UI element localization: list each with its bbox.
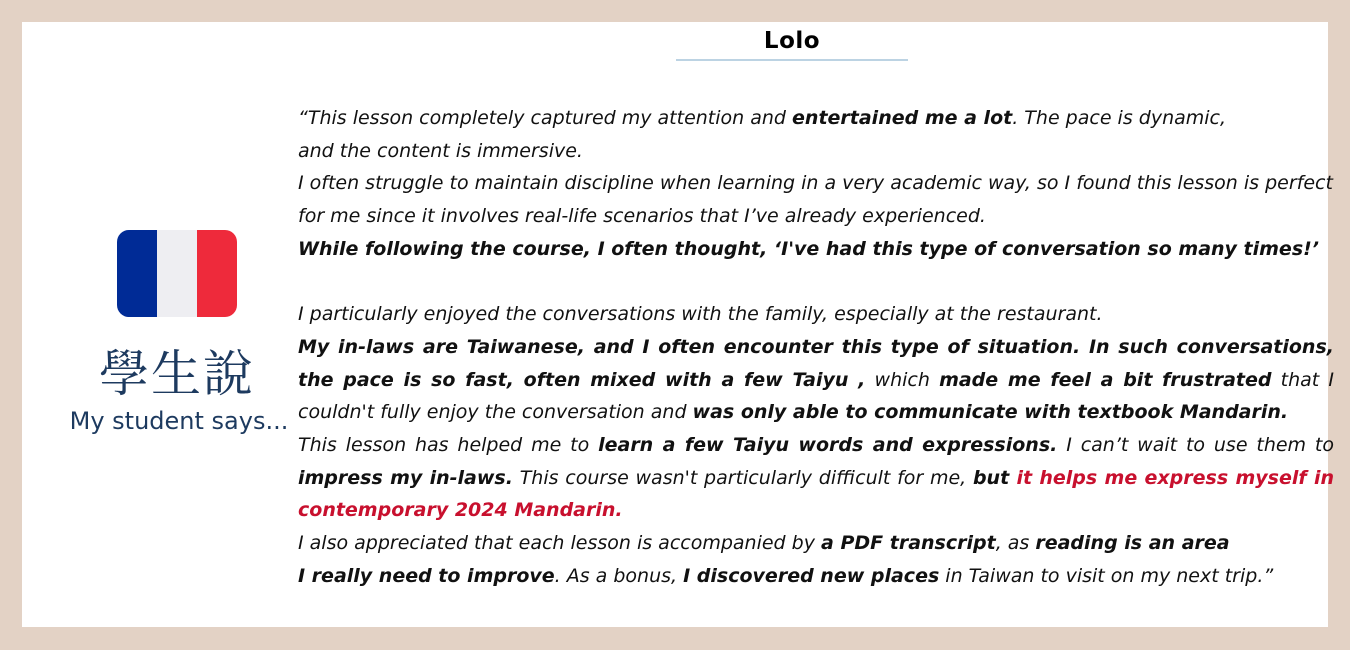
paragraph-3 <box>298 233 1334 266</box>
text-segment: in Taiwan to visit on my next trip.” <box>939 564 1274 587</box>
text-bold: was only able to communicate with textbook Mandarin. <box>692 401 1289 424</box>
flag-blue-band <box>117 230 157 317</box>
text-bold: My in-laws are Taiwanese, and I often encounter this type of situation. In such conversations, the pace is so fast, often mixed with a few Taiyu , <box>298 335 1334 391</box>
text-bold: I really need to improve <box>298 564 555 587</box>
english-label: My student says... <box>69 407 289 435</box>
text-segment: which <box>865 368 940 391</box>
text-segment: I can’t wait to use them to <box>1057 434 1334 457</box>
text-segment: and the content is immersive. <box>298 139 583 162</box>
text-segment: This course wasn't particularly difficult for me, <box>512 466 973 489</box>
text-bold: While following the course, I often thought, ‘I've had this type of conversation so many times!’ <box>298 237 1320 260</box>
text-bold: learn a few Taiyu words and expressions. <box>598 434 1058 457</box>
paragraph-5 <box>298 331 1334 429</box>
text-bold: impress my in-laws. <box>298 466 513 489</box>
paragraph-7 <box>298 527 1334 592</box>
text-segment: . As a bonus, <box>554 564 684 587</box>
paragraph-2 <box>298 167 1334 232</box>
text-bold: a PDF transcript <box>821 532 996 555</box>
text-highlight-red: it helps me express myself in contemporary 2024 Mandarin. <box>298 466 1334 522</box>
student-name: Lolo <box>763 28 821 54</box>
text-segment: . The pace is dynamic, <box>1012 107 1227 129</box>
text-bold: made me feel a bit frustrated <box>939 368 1272 391</box>
flag-white-band <box>157 230 197 317</box>
text-bold: reading is an area <box>1035 532 1230 555</box>
testimonial-text <box>298 102 1334 593</box>
chinese-label: 學生說 <box>99 345 255 403</box>
text-segment: I often struggle to maintain discipline when learning in a very academic way, so I found this lesson is perfect for me since it involves real-life scenarios that I’ve already experienced. <box>298 172 1333 228</box>
text-bold: but <box>972 466 1017 489</box>
text-segment: I also appreciated that each lesson is accompanied by <box>298 532 822 555</box>
paragraph-1 <box>298 102 1334 167</box>
france-flag-icon <box>117 230 237 317</box>
text-segment: I particularly enjoyed the conversations with the family, especially at the restaurant. <box>298 303 1103 326</box>
text-segment: , as <box>995 532 1036 555</box>
text-segment: This lesson has helped me to <box>298 434 599 457</box>
text-bold: entertained me a lot <box>792 107 1013 129</box>
paragraph-6 <box>298 429 1334 527</box>
testimonial-card <box>22 22 1334 627</box>
text-bold: I discovered new places <box>683 564 940 587</box>
paragraph-4 <box>298 298 1334 331</box>
title-underline <box>676 22 908 61</box>
text-segment: that I couldn't fully enjoy the conversation and <box>298 368 1334 424</box>
flag-red-band <box>197 230 237 317</box>
text-segment: “This lesson completely captured my attention and <box>298 107 793 129</box>
